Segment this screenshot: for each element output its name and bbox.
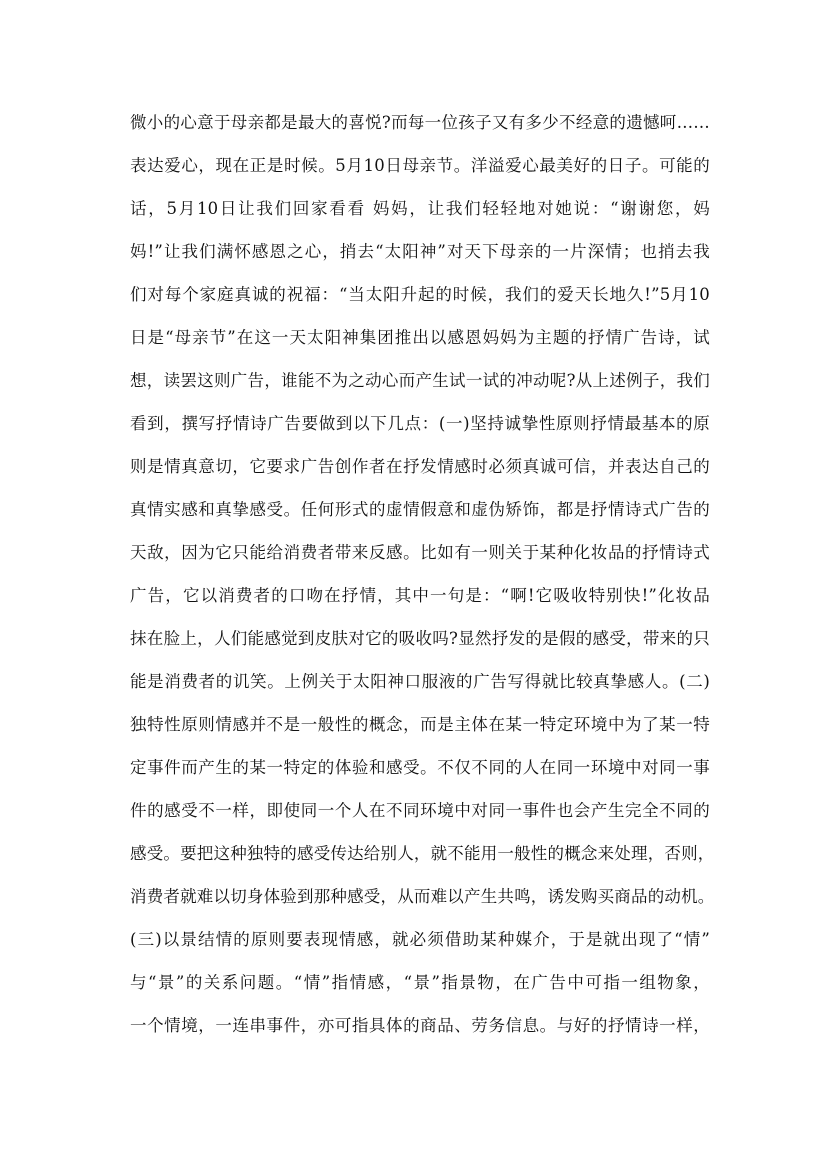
- text-line: 真情实感和真挚感受。任何形式的虚情假意和虚伪矫饰，都是抒情诗式广告的: [130, 500, 710, 519]
- text-line: 妈!”让我们满怀感恩之心，捎去“太阳神”对天下母亲的一片深情；也捎去我: [130, 242, 710, 261]
- text-line: 一个情境，一连串事件，亦可指具体的商品、劳务信息。与好的抒情诗一样，: [130, 1016, 710, 1035]
- text-line: 能是消费者的讥笑。上例关于太阳神口服液的广告写得就比较真挚感人。(二): [130, 672, 710, 691]
- text-line: 定事件而产生的某一特定的体验和感受。不仅不同的人在同一环境中对同一事: [130, 758, 710, 777]
- text-line: 日是“母亲节”在这一天太阳神集团推出以感恩妈妈为主题的抒情广告诗，试: [130, 328, 710, 347]
- text-line: 微小的心意于母亲都是最大的喜悦?而每一位孩子又有多少不经意的遗憾呵……: [130, 113, 710, 132]
- text-line: 想，读罢这则广告，谁能不为之动心而产生试一试的冲动呢?从上述例子，我们: [130, 371, 710, 390]
- text-line: 表达爱心，现在正是时候。5月10日母亲节。洋溢爱心最美好的日子。可能的: [130, 156, 710, 175]
- text-line: 消费者就难以切身体验到那种感受，从而难以产生共鸣，诱发购买商品的动机。: [130, 887, 715, 906]
- text-line: 话，5月10日让我们回家看看 妈妈，让我们轻轻地对她说：“谢谢您，妈: [130, 199, 710, 218]
- text-line: 件的感受不一样，即使同一个人在不同环境中对同一事件也会产生完全不同的: [130, 801, 710, 820]
- text-line: 与“景”的关系问题。“情”指情感，“景”指景物，在广告中可指一组物象，: [130, 973, 710, 992]
- text-line: 广告，它以消费者的口吻在抒情，其中一句是：“啊!它吸收特别快!”化妆品: [130, 586, 710, 605]
- text-line: (三)以景结情的原则要表现情感，就必须借助某种媒介，于是就出现了“情”: [130, 930, 710, 949]
- text-line: 们对每个家庭真诚的祝福：“当太阳升起的时候，我们的爱天长地久!”5月10: [130, 285, 710, 304]
- text-line: 感受。要把这种独特的感受传达给别人，就不能用一般性的概念来处理，否则，: [130, 844, 715, 863]
- text-line: 独特性原则情感并不是一般性的概念，而是主体在某一特定环境中为了某一特: [130, 715, 710, 734]
- text-line: 看到，撰写抒情诗广告要做到以下几点：(一)坚持诚挚性原则抒情最基本的原: [130, 414, 710, 433]
- text-line: 抹在脸上，人们能感觉到皮肤对它的吸收吗?显然抒发的是假的感受，带来的只: [130, 629, 710, 648]
- text-line: 天敌，因为它只能给消费者带来反感。比如有一则关于某种化妆品的抒情诗式: [130, 543, 710, 562]
- text-line: 则是情真意切，它要求广告创作者在抒发情感时必须真诚可信，并表达自己的: [130, 457, 710, 476]
